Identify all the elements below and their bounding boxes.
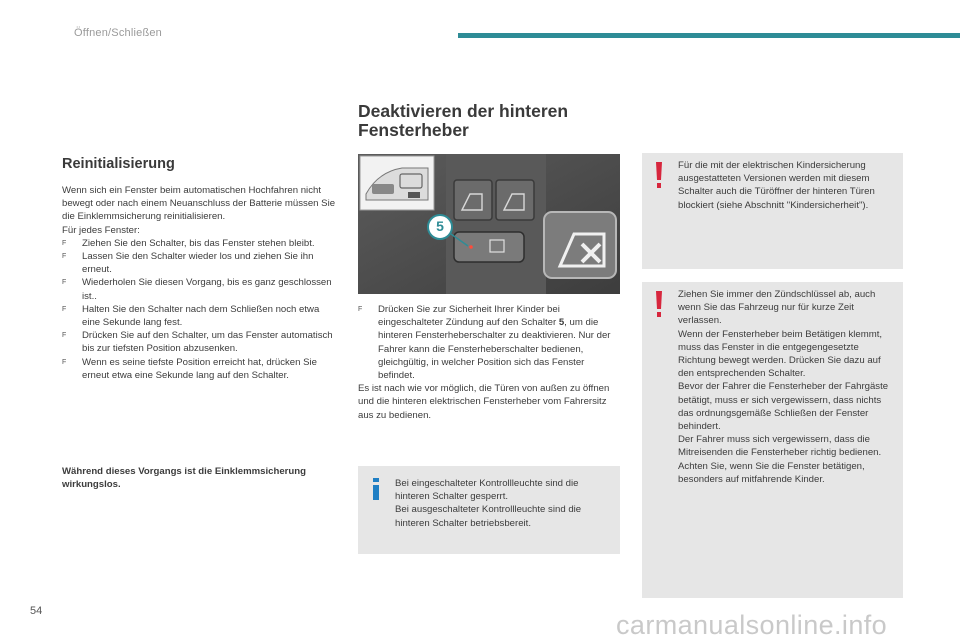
list-item [62, 329, 340, 355]
list-item [62, 356, 340, 382]
page-number: 54 [30, 605, 43, 617]
section-title: Öffnen/Schließen [74, 27, 162, 39]
warning-exclamation-icon [655, 162, 663, 188]
warning-box-child-lock [642, 153, 903, 269]
deactivate-steps [358, 303, 620, 382]
step-text-after: , um die hinteren Fensterheberschalter zu deaktivieren. Nur der Fahrer kann die Fensterheberschalter bedienen, gleichgültig, in welcher Position sich das Fenster befindet. [378, 317, 611, 382]
reinit-steps [62, 237, 340, 382]
callout-number: 5 [436, 218, 444, 234]
deactivate-text [358, 303, 620, 422]
reinit-intro: Wenn sich ein Fenster beim automatischen Hochfahren nicht bewegt oder nach einem Neuanschluss der Batterie müssen Sie die Einklemmsicherung reinitialisieren. [62, 185, 336, 223]
bullet-icon: F [62, 279, 67, 287]
warning-exclamation-icon [655, 291, 663, 317]
deactivate-title [358, 102, 618, 140]
warning-box-safety [642, 282, 903, 598]
list-item [62, 276, 340, 302]
step-text: Drücken Sie auf den Schalter, um das Fenster automatisch bis zur tiefsten Position abzusenken. [82, 330, 333, 355]
warning-paragraph: Bevor der Fahrer die Fensterheber der Fahrgäste betätigt, muss er sich vergewissern, dass nichts das ordnungsgemäße Schließen der Fenster behindert. [678, 381, 889, 433]
step-text: Halten Sie den Schalter nach dem Schließen noch etwa eine Sekunde lang fest. [82, 303, 320, 329]
bullet-icon: F [62, 305, 67, 313]
window-switch-figure [358, 154, 620, 294]
reinit-section [62, 156, 340, 382]
bullet-icon: F [62, 253, 67, 261]
step-text-before: Drücken Sie zur Sicherheit Ihrer Kinder bei eingeschalteter Zündung auf den Schalter [378, 304, 560, 329]
step-text: Wiederholen Sie diesen Vorgang, bis es ganz geschlossen ist.. [82, 277, 332, 302]
bullet-icon: F [358, 306, 363, 313]
window-disabled-icon [544, 212, 616, 278]
warning-paragraph: Wenn der Fensterheber beim Betätigen klemmt, muss das Fenster in die entgegengesetzte Richtung bewegt werden. Drücken Sie dazu auf den entsprechenden Schalter. [678, 328, 883, 380]
deactivate-title-line2: Fensterheber [358, 120, 469, 140]
info-icon [370, 478, 382, 500]
reinit-title: Reinitialisierung [62, 156, 175, 172]
list-item [358, 303, 620, 382]
switch-number: 5 [558, 317, 565, 329]
warning-text: Für die mit der elektrischen Kindersicherung ausgestatteten Versionen werden mit diesem Schalter auch die Türöffner der hinteren Türen blockiert (siehe Abschnitt "Kindersicherheit"). [678, 160, 875, 211]
warning-paragraph: Der Fahrer muss sich vergewissern, dass die Mitreisenden die Fensterheber richtig bedienen. [678, 434, 882, 459]
bullet-icon: F [62, 239, 67, 247]
warning-paragraph: Ziehen Sie immer den Zündschlüssel ab, auch wenn Sie das Fahrzeug nur für kurze Zeit verlassen. [678, 289, 876, 327]
info-line: Bei ausgeschalteter Kontrollleuchte sind die hinteren Schalter betriebsbereit. [395, 504, 582, 529]
switch-panel-illustration [358, 154, 620, 294]
list-item [62, 250, 340, 276]
reinit-for-each: Für jedes Fenster: [62, 224, 140, 236]
bullet-icon: F [62, 358, 67, 366]
step-text: Lassen Sie den Schalter wieder los und ziehen Sie ihn erneut. [82, 251, 314, 276]
deactivate-body: Es ist nach wie vor möglich, die Türen von außen zu öffnen und die hinteren elektrischen Fensterheber vom Fahrersitz aus zu bedienen. [358, 383, 610, 421]
info-text [395, 477, 610, 530]
list-item [62, 303, 340, 329]
list-item [62, 237, 340, 250]
header-accent-bar [458, 33, 960, 38]
dashboard-icon [360, 156, 434, 210]
reinit-note: Während dieses Vorgangs ist die Einklemmsicherung wirkungslos. [62, 466, 306, 491]
info-box [358, 466, 620, 554]
deactivate-title-line1: Deaktivieren der hinteren [358, 101, 569, 121]
info-line: Bei eingeschalteter Kontrollleuchte sind die hinteren Schalter gesperrt. [395, 478, 579, 503]
bullet-icon: F [62, 332, 67, 340]
warning-paragraph: Achten Sie, wenn Sie die Fenster betätigen, besonders auf mitfahrende Kinder. [678, 460, 865, 485]
step-text: Wenn es seine tiefste Position erreicht hat, drücken Sie erneut etwa eine Sekunde lang auf den Schalter. [82, 356, 317, 381]
watermark: carmanualsonline.info [616, 610, 888, 640]
step-text: Ziehen Sie den Schalter, bis das Fenster stehen bleibt. [82, 237, 315, 249]
warning-text [678, 288, 896, 486]
